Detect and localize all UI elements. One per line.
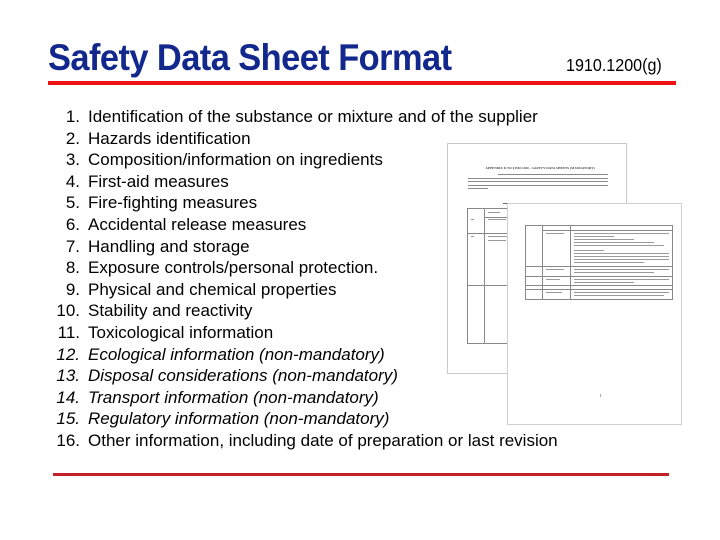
section-label: Exposure controls/personal protection. [88,258,379,278]
section-item: 4. First-aid measures [65,171,229,191]
section-label: Physical and chemical properties [88,279,337,299]
section-item: 2. Hazards identification [65,128,251,148]
section-label: Handling and storage [88,236,250,256]
section-label: Regulatory information (non-mandatory) [88,409,390,429]
section-label: Hazards identification [88,128,251,148]
section-item: 6. Accidental release measures [65,214,307,234]
section-label: Ecological information (non-mandatory) [88,344,385,364]
section-item-optional: 14. Transport information (non-mandatory) [56,387,379,407]
section-item: 9. Physical and chemical properties [65,279,337,299]
sds-sections-list [52,106,558,452]
section-item: 10. Stability and reactivity [56,301,253,321]
appendix-heading: APPENDIX D TO §1910.1200 – SAFETY DATA SHEETS (MANDATORY) [485,166,595,170]
section-item: 1. Identification of the substance or mixture and of the supplier [65,107,538,126]
section-item: 7. Handling and storage [65,236,250,256]
title-underline [48,81,676,85]
regulation-reference: 1910.1200(g) [566,55,662,75]
section-label: Fire-fighting measures [88,193,258,213]
slide-title: Safety Data Sheet Format [48,37,452,78]
section-item: 5. Fire-fighting measures [65,193,258,213]
section-label: Toxicological information [88,322,274,342]
page-number [600,394,601,397]
section-item-optional: 15. Regulatory information (non-mandatory) [56,409,390,429]
section-label: Other information, including date of preparation or last revision [88,430,558,450]
section-item-optional: 12. Ecological information (non-mandatory) [56,344,385,364]
section-item: 8. Exposure controls/personal protection. [65,258,379,278]
section-label: Accidental release measures [88,214,307,234]
section-label: Disposal considerations (non-mandatory) [88,366,398,386]
section-label: Identification of the substance or mixture and of the supplier [88,107,538,126]
footer-rule [53,473,669,476]
section-label: Stability and reactivity [88,301,253,321]
section-label: Composition/information on ingredients [88,150,383,170]
section-label: Transport information (non-mandatory) [88,387,379,407]
section-item: 16. Other information, including date of preparation or last revision [56,430,558,450]
section-item: 3. Composition/information on ingredients [65,150,383,170]
section-label: First-aid measures [88,171,229,191]
section-item-optional: 13. Disposal considerations (non-mandatory) [56,366,398,386]
section-item: 11. Toxicological information [57,322,274,342]
